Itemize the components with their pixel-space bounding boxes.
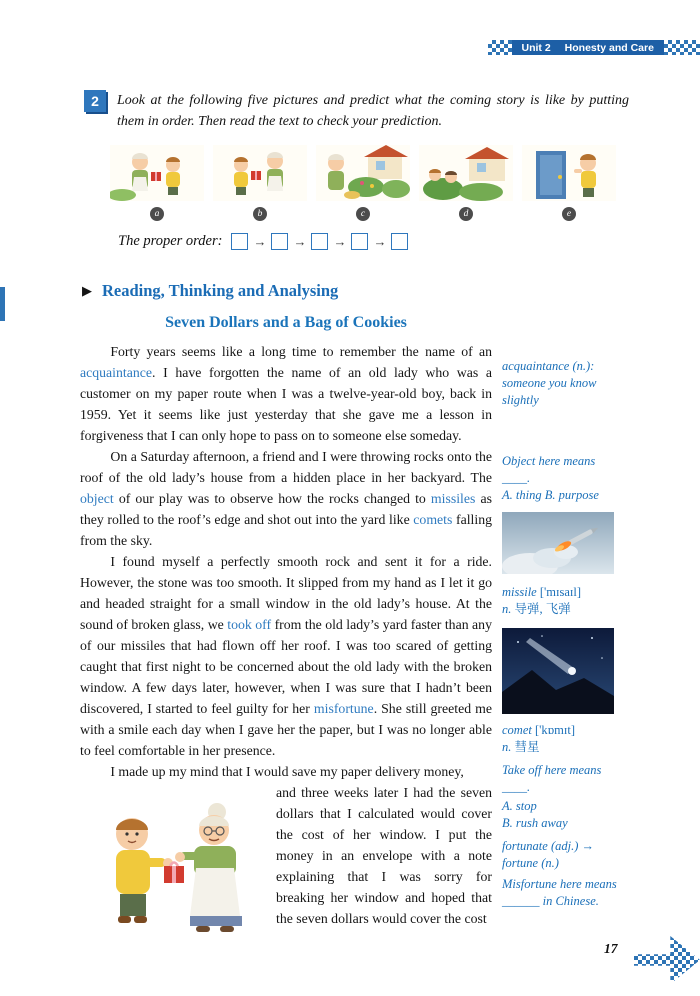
exercise-number-badge: 2 bbox=[84, 90, 106, 112]
order-box-2 bbox=[271, 233, 288, 250]
missile-entry bbox=[502, 584, 626, 618]
triangle-marker: ▶ bbox=[82, 283, 92, 298]
order-arrow: → bbox=[293, 233, 307, 249]
exercise-2 bbox=[84, 90, 629, 132]
order-box-1 bbox=[231, 233, 248, 250]
note-takeoff-question: Take off here means ____. bbox=[502, 763, 602, 794]
unit-title: Honesty and Care bbox=[564, 41, 654, 54]
picture-c-illustration bbox=[316, 144, 410, 202]
page-number: 17 bbox=[604, 941, 618, 956]
picture-label-c: c bbox=[356, 207, 370, 221]
missile-photo bbox=[502, 512, 614, 574]
unit-label: Unit 2 bbox=[521, 41, 551, 54]
unit-banner bbox=[512, 40, 664, 55]
paragraph-2: On a Saturday afternoon, a friend and I were throwing rocks onto the roof of the old lady’s house from a hidden place in her backyard. The object of our play was to observe how the rocks changed to missiles as they rolled to the roof’s edge and shot out into the yard like comets falling from the sky. bbox=[80, 449, 492, 548]
spine-mark bbox=[0, 287, 5, 321]
order-box-4 bbox=[351, 233, 368, 250]
article-title: Seven Dollars and a Bag of Cookies bbox=[165, 314, 407, 331]
header-checker-left bbox=[488, 40, 512, 55]
comet-word: comet bbox=[502, 723, 532, 737]
order-box-3 bbox=[311, 233, 328, 250]
note-misfortune: Misfortune here means ______ in Chinese. bbox=[502, 877, 617, 908]
section-heading-text: Reading, Thinking and Analysing bbox=[102, 281, 339, 300]
note-acquaintance: acquaintance (n.): someone you know slightly bbox=[502, 359, 597, 407]
story-picture-d bbox=[419, 144, 513, 221]
header-checker-right bbox=[664, 40, 700, 55]
picture-b-illustration bbox=[213, 144, 307, 202]
comet-photo bbox=[502, 628, 614, 714]
order-arrow: → bbox=[373, 233, 387, 249]
missile-word: missile bbox=[502, 585, 537, 599]
picture-label-b: b bbox=[253, 207, 267, 221]
note-takeoff-option-b: B. rush away bbox=[502, 816, 568, 830]
proper-order-label: The proper order: bbox=[118, 233, 223, 249]
paragraph-3: I found myself a perfectly smooth rock and sent it for a ride. However, the stone was too smooth. It slipped from my hand as I let it go and headed straight for a small window in the old lady’s house. At the sound of broken glass, we took off from the old lady’s yard faster than any of our missiles that had flown off her roof. I was too scared of getting caught that first night to be concerned about the old lady with the broken window. A few days later, however, when I was sure that I hadn’t been discovered, I started to feel guilty for her misfortune. She still greeted me with a smile each day when I gave her the paper, but I was no longer able to feel comfortable in her presence. bbox=[80, 554, 492, 758]
comet-phonetic: ['kɒmɪt] bbox=[534, 723, 576, 737]
paragraph-1: Forty years seems like a long time to remember the name of an acquaintance. I have forgotten the name of an old lady who was a customer on my paper route when I was a twelve-year-old boy, back in 1959. Yet it seems like just yesterday that she gave me a lesson in forgiveness that I can only hope to pass on to someone else someday. bbox=[80, 344, 492, 443]
story-picture-c bbox=[316, 144, 410, 221]
missile-phonetic: ['mɪsaɪl] bbox=[539, 585, 581, 599]
story-picture-a bbox=[110, 144, 204, 221]
order-box-5 bbox=[391, 233, 408, 250]
order-arrow: → bbox=[253, 233, 267, 249]
note-takeoff-option-a: A. stop bbox=[502, 799, 537, 813]
picture-e-illustration bbox=[522, 144, 616, 202]
picture-label-e: e bbox=[562, 207, 576, 221]
order-arrow: → bbox=[333, 233, 347, 249]
picture-label-a: a bbox=[150, 207, 164, 221]
story-picture-e bbox=[522, 144, 616, 221]
picture-a-illustration bbox=[110, 144, 204, 202]
comet-meaning: 彗星 bbox=[514, 740, 540, 754]
story-illustration bbox=[80, 786, 264, 934]
proper-order bbox=[118, 233, 408, 250]
footer-checker-decoration bbox=[634, 936, 700, 984]
unit-header bbox=[488, 40, 700, 55]
picture-d-illustration bbox=[419, 144, 513, 202]
story-picture-b bbox=[213, 144, 307, 221]
picture-label-d: d bbox=[459, 207, 473, 221]
comet-pos: n. bbox=[502, 740, 512, 754]
missile-meaning: 导弹, 飞弹 bbox=[514, 602, 571, 616]
section-heading bbox=[82, 281, 338, 301]
paragraph-4-intro: I made up my mind that I would save my paper delivery money, bbox=[110, 764, 464, 779]
comet-entry bbox=[502, 722, 626, 756]
note-object-question: Object here means ____. bbox=[502, 454, 596, 485]
margin-notes bbox=[502, 358, 626, 910]
exercise-instruction: Look at the following five pictures and predict what the coming story is like by putting them in order. Then read the text to check your prediction. bbox=[117, 93, 629, 129]
article-body bbox=[80, 341, 492, 934]
note-object bbox=[502, 453, 626, 504]
paragraph-4-rest: and three weeks later I had the seven dollars that I calculated would cover the cost of her window. I put the money in an envelope with a note explaining that I was sorry for breaking her window and hoped that the seven dollars would cover the cost bbox=[276, 785, 492, 926]
note-object-options: A. thing B. purpose bbox=[502, 488, 599, 502]
story-pictures bbox=[110, 144, 616, 221]
missile-pos: n. bbox=[502, 602, 512, 616]
paragraph-4-wrap bbox=[80, 782, 492, 934]
note-fortunate: fortunate (adj.) → fortune (n.) bbox=[502, 839, 595, 870]
